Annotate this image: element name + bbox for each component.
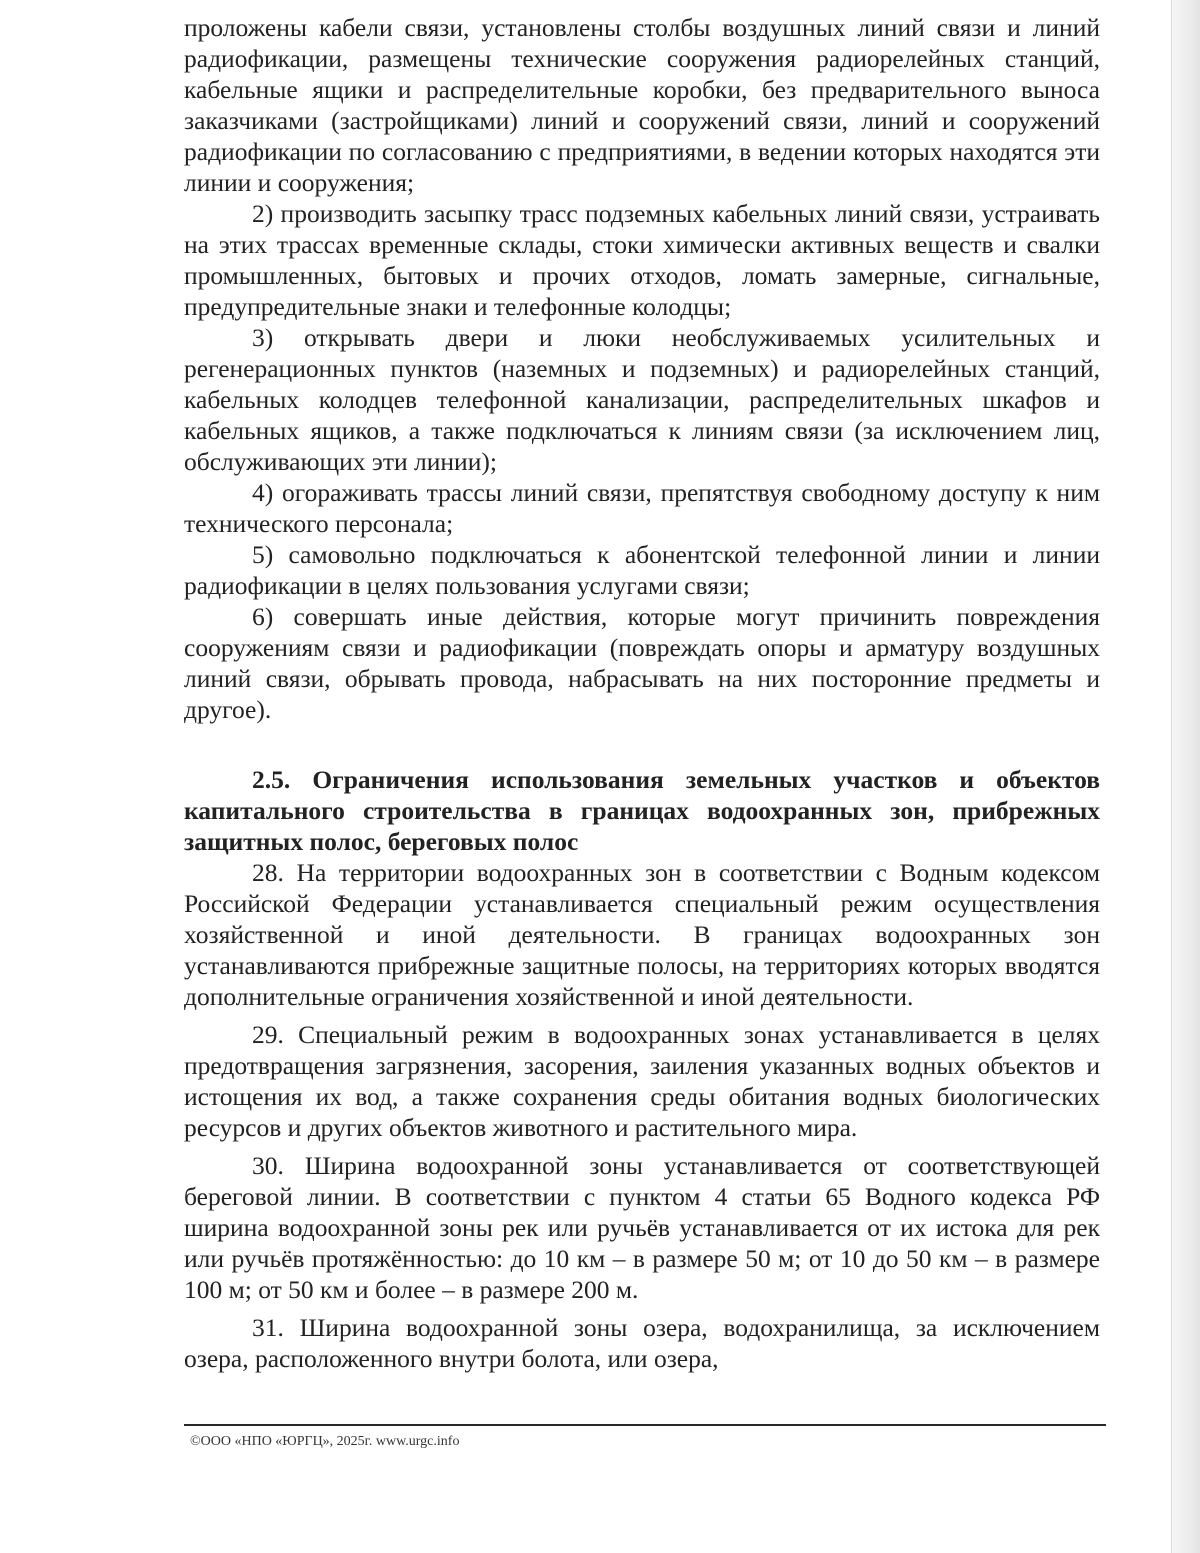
paragraph-continuation: проложены кабели связи, установлены столбы воздушных линий связи и линий радиофикации, размещены технические сооружения радиорелейных станций, кабельные ящики и распределительные коробки, без предварительного выноса заказчиками (застройщиками) линий и сооружений связи, линий и сооружений радиофикации по согласованию с предприятиями, в ведении которых находятся эти линии и сооружения; bbox=[184, 13, 1100, 197]
paragraph-30: 30. Ширина водоохранной зоны устанавливается от соответствующей береговой линии. В соответствии с пунктом 4 статьи 65 Водного кодекса РФ ширина водоохранной зоны рек или ручьёв устанавливается от их истока для рек или ручьёв протяжённостью: до 10 км – в размере 50 м; от 10 до 50 км – в размере 100 м; от 50 км и более – в размере 200 м. bbox=[184, 1151, 1100, 1304]
list-item-4: 4) огораживать трассы линий связи, препятствуя свободному доступу к ним технического персонала; bbox=[184, 478, 1100, 538]
footer-divider bbox=[184, 1424, 1106, 1426]
list-item-5: 5) самовольно подключаться к абонентской телефонной линии и линии радиофикации в целях пользования услугами связи; bbox=[184, 540, 1100, 600]
document-body bbox=[184, 12, 1100, 1374]
paragraph-28: 28. На территории водоохранных зон в соответствии с Водным кодексом Российской Федерации устанавливается специальный режим осуществления хозяйственной и иной деятельности. В границах водоохранных зон устанавливаются прибрежные защитные полосы, на территориях которых вводятся дополнительные ограничения хозяйственной и иной деятельности. bbox=[184, 858, 1100, 1011]
footer-copyright: ©ООО «НПО «ЮРГЦ», 2025г. www.urgc.info bbox=[190, 1434, 460, 1449]
paragraph-31: 31. Ширина водоохранной зоны озера, водохранилища, за исключением озера, расположенного внутри болота, или озера, bbox=[184, 1313, 1100, 1373]
scan-page-edge bbox=[1171, 0, 1200, 1553]
section-heading: 2.5. Ограничения использования земельных участков и объектов капитального строительства в границах водоохранных зон, прибрежных защитных полос, береговых полос bbox=[184, 765, 1100, 856]
list-item-2: 2) производить засыпку трасс подземных кабельных линий связи, устраивать на этих трассах временные склады, стоки химически активных веществ и свалки промышленных, бытовых и прочих отходов, ломать замерные, сигнальные, предупредительные знаки и телефонные колодцы; bbox=[184, 199, 1100, 321]
list-item-6: 6) совершать иные действия, которые могут причинить повреждения сооружениям связи и радиофикации (повреждать опоры и арматуру воздушных линий связи, обрывать провода, набрасывать на них посторонние предметы и другое). bbox=[184, 602, 1100, 724]
list-item-3: 3) открывать двери и люки необслуживаемых усилительных и регенерационных пунктов (наземных и подземных) и радиорелейных станций, кабельных колодцев телефонной канализации, распределительных шкафов и кабельных ящиков, а также подключаться к линиям связи (за исключением лиц, обслуживающих эти линии); bbox=[184, 323, 1100, 476]
paragraph-29: 29. Специальный режим в водоохранных зонах устанавливается в целях предотвращения загрязнения, засорения, заиления указанных водных объектов и истощения их вод, а также сохранения среды обитания водных биологических ресурсов и других объектов животного и растительного мира. bbox=[184, 1020, 1100, 1142]
